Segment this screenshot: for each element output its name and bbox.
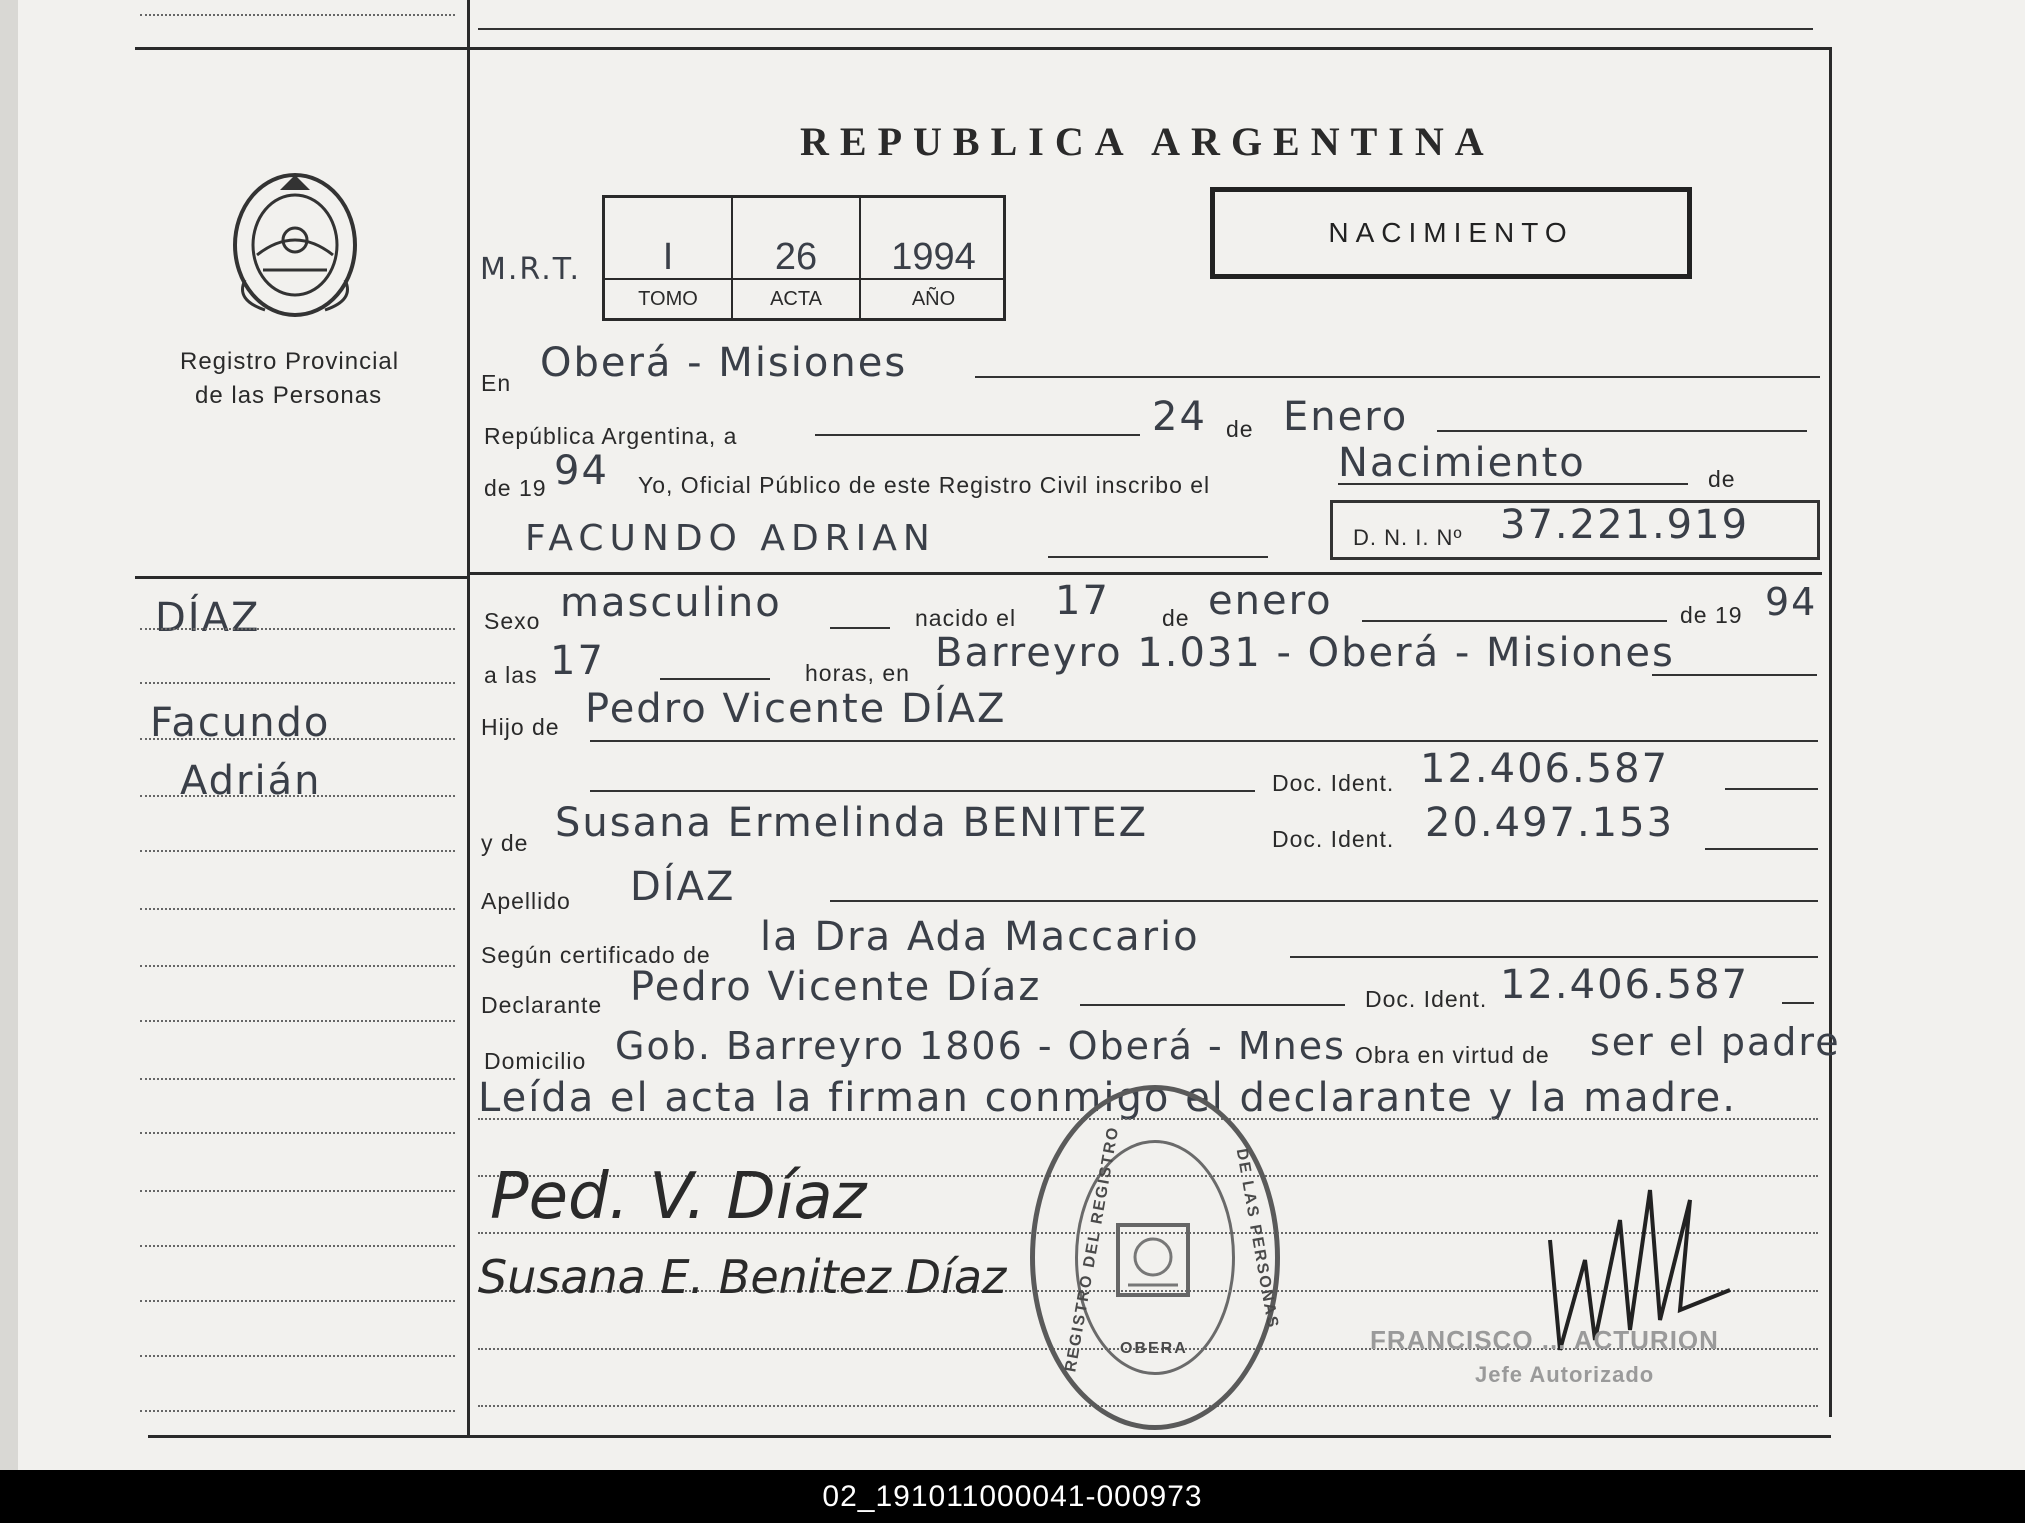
section-divider bbox=[135, 47, 1830, 50]
office-label: M.R.T. bbox=[480, 252, 582, 287]
declarant-doc-value: 12.406.587 bbox=[1500, 962, 1750, 1008]
country-title: REPUBLICA ARGENTINA bbox=[800, 119, 1495, 164]
stamp-text-bottom: OBERA bbox=[1120, 1340, 1188, 1357]
apellido-label: Apellido bbox=[481, 888, 571, 914]
dotted-line bbox=[140, 1300, 455, 1302]
dni-label: D. N. I. Nº bbox=[1353, 525, 1463, 550]
dotted-line bbox=[140, 965, 455, 967]
surname-value: DÍAZ bbox=[630, 864, 736, 910]
father-value: Pedro Vicente DÍAZ bbox=[585, 686, 1007, 732]
year-suffix: 94 bbox=[554, 448, 609, 494]
acta-label: ACTA bbox=[733, 278, 859, 318]
rule-line bbox=[830, 627, 890, 629]
record-type-box: NACIMIENTO bbox=[1210, 187, 1692, 279]
certifier-value: la Dra Ada Maccario bbox=[760, 914, 1200, 960]
dotted-line bbox=[140, 1355, 455, 1357]
tomo-value: I bbox=[662, 236, 674, 278]
de-label: de bbox=[1226, 416, 1254, 442]
page-edge bbox=[0, 0, 18, 1470]
stamp-emblem-icon bbox=[1108, 1215, 1198, 1305]
image-id-footer: 02_191011000041-000973 bbox=[0, 1470, 2025, 1523]
birth-month-value: enero bbox=[1208, 578, 1333, 624]
rule-line bbox=[975, 376, 1820, 378]
dni-value: 37.221.919 bbox=[1500, 502, 1750, 548]
a-las-label: a las bbox=[484, 662, 538, 688]
nacido-label: nacido el bbox=[915, 605, 1017, 631]
father-doc-value: 12.406.587 bbox=[1420, 746, 1670, 792]
rule-line bbox=[815, 434, 1140, 436]
margin-surname: DÍAZ bbox=[155, 595, 261, 641]
signature-father: Ped. V. Díaz bbox=[490, 1160, 867, 1234]
declarante-label: Declarante bbox=[481, 992, 603, 1018]
rule-line bbox=[1290, 956, 1818, 958]
birth-de-label: de bbox=[1162, 605, 1190, 631]
mother-doc-value: 20.497.153 bbox=[1425, 800, 1675, 846]
rule-line bbox=[478, 28, 1813, 30]
birth-place-value: Barreyro 1.031 - Oberá - Misiones bbox=[935, 630, 1675, 676]
year-prefix: de 19 bbox=[484, 475, 547, 501]
birth-year-prefix: de 19 bbox=[1680, 602, 1743, 628]
yo-label: Yo, Oficial Público de este Registro Civil inscribo el bbox=[638, 472, 1211, 498]
ano-value: 1994 bbox=[891, 236, 976, 278]
stamp-text-left: REGISTRO DEL REGISTRO bbox=[1062, 1124, 1123, 1374]
place-value: Oberá - Misiones bbox=[540, 340, 908, 386]
domicilio-label: Domicilio bbox=[484, 1048, 587, 1074]
dotted-line bbox=[140, 628, 455, 630]
father-doc-label: Doc. Ident. bbox=[1272, 770, 1395, 796]
segun-label: Según certificado de bbox=[481, 942, 711, 968]
month-value: Enero bbox=[1283, 394, 1409, 440]
registry-name-line1: Registro Provincial bbox=[180, 348, 400, 375]
signature-mother: Susana E. Benitez Díaz bbox=[478, 1250, 1007, 1304]
rule-line bbox=[1362, 620, 1667, 622]
sexo-label: Sexo bbox=[484, 608, 541, 634]
child-name-value: FACUNDO ADRIAN bbox=[525, 518, 936, 559]
dotted-line bbox=[140, 1190, 455, 1192]
rule-line bbox=[1782, 1002, 1814, 1004]
mother-doc-label: Doc. Ident. bbox=[1272, 826, 1395, 852]
section-divider bbox=[468, 572, 1822, 575]
dotted-line bbox=[140, 1132, 455, 1134]
dotted-line bbox=[140, 1078, 455, 1080]
provincial-seal-icon bbox=[225, 170, 365, 320]
sex-value: masculino bbox=[560, 580, 782, 626]
role-value: ser el padre bbox=[1590, 1020, 1841, 1064]
declarant-doc-label: Doc. Ident. bbox=[1365, 986, 1488, 1012]
bottom-border bbox=[148, 1435, 1831, 1438]
acta-value: 26 bbox=[774, 236, 818, 278]
dotted-line bbox=[140, 1245, 455, 1247]
dotted-line bbox=[140, 908, 455, 910]
mother-value: Susana Ermelinda BENITEZ bbox=[555, 800, 1148, 846]
rule-line bbox=[590, 790, 1255, 792]
registry-name-line2: de las Personas bbox=[195, 382, 383, 409]
margin-given-1: Facundo bbox=[150, 700, 331, 746]
de-label-2: de bbox=[1708, 466, 1736, 492]
dotted-line bbox=[140, 14, 455, 16]
hijo-label: Hijo de bbox=[481, 714, 560, 740]
rule-line bbox=[1338, 483, 1688, 485]
signer-title: Jefe Autorizado bbox=[1475, 1362, 1655, 1387]
rule-line bbox=[1652, 674, 1817, 676]
birth-day-value: 17 bbox=[1055, 578, 1110, 624]
day-value: 24 bbox=[1152, 394, 1207, 440]
tomo-label: TOMO bbox=[605, 278, 731, 318]
en-label: En bbox=[481, 370, 512, 396]
dotted-line bbox=[140, 795, 455, 797]
rule-line bbox=[1048, 556, 1268, 558]
rule-line bbox=[1080, 1004, 1345, 1006]
republica-label: República Argentina, a bbox=[484, 423, 738, 449]
dotted-line bbox=[140, 1410, 455, 1412]
birth-year-suffix: 94 bbox=[1765, 580, 1818, 624]
rule-line bbox=[1437, 430, 1807, 432]
right-border bbox=[1829, 47, 1832, 1417]
signer-name: FRANCISCO ... ACTURION bbox=[1370, 1325, 1719, 1355]
address-value: Gob. Barreyro 1806 - Oberá - Mnes bbox=[615, 1024, 1346, 1068]
rule-line bbox=[660, 678, 770, 680]
horas-label: horas, en bbox=[805, 660, 910, 686]
y-de-label: y de bbox=[481, 830, 529, 856]
dotted-line bbox=[140, 682, 455, 684]
hour-value: 17 bbox=[550, 638, 605, 684]
event-value: Nacimiento bbox=[1338, 440, 1586, 486]
registration-table bbox=[602, 195, 1006, 321]
ano-label: AÑO bbox=[861, 278, 1006, 318]
dotted-line bbox=[140, 850, 455, 852]
declarant-value: Pedro Vicente Díaz bbox=[630, 964, 1042, 1010]
rule-line bbox=[1705, 848, 1818, 850]
column-divider bbox=[467, 0, 470, 1435]
closing-text: Leída el acta la firman conmigo el declarante y la madre. bbox=[478, 1075, 1737, 1121]
margin-given-2: Adrián bbox=[180, 758, 322, 804]
left-lower-divider bbox=[135, 576, 468, 579]
dotted-line bbox=[140, 738, 455, 740]
rule-line bbox=[830, 900, 1818, 902]
rule-line bbox=[590, 740, 1818, 742]
stamp-text-right: DE LAS PERSONAS bbox=[1232, 1147, 1282, 1331]
rule-line bbox=[1725, 788, 1818, 790]
dotted-line bbox=[140, 1020, 455, 1022]
obra-label: Obra en virtud de bbox=[1355, 1042, 1550, 1068]
